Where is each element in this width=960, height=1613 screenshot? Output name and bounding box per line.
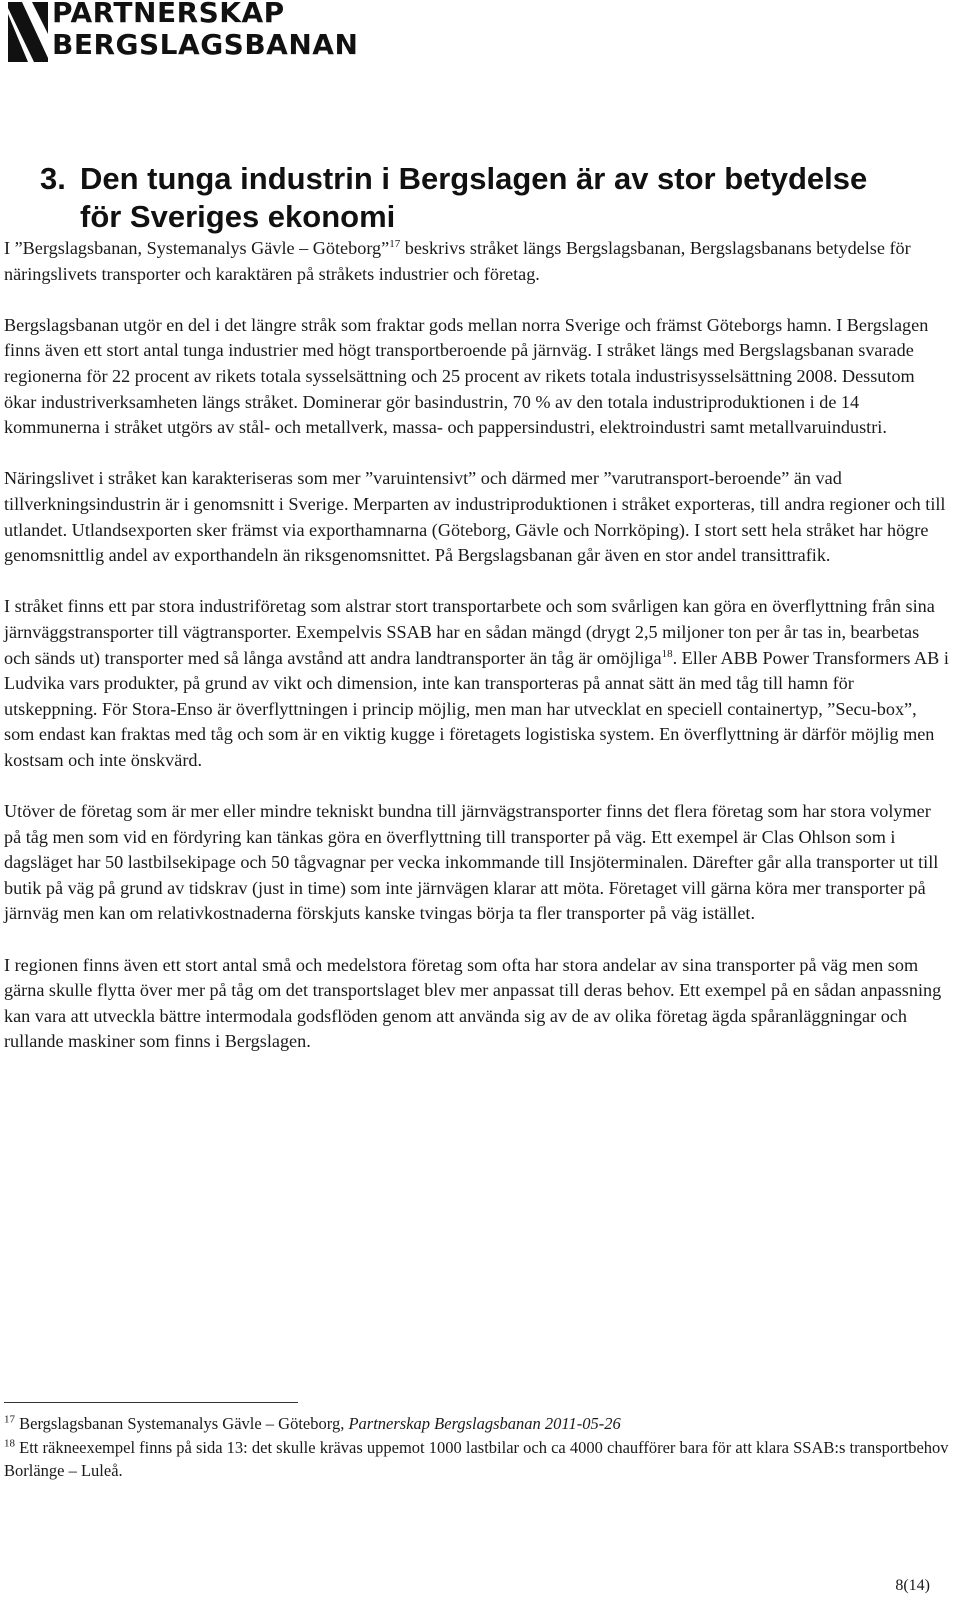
footnote-17-text: Bergslagsbanan Systemanalys Gävle – Göteborg, — [15, 1414, 349, 1433]
paragraph-6: I regionen finns även ett stort antal små och medelstora företag som ofta har stora andelar av sina transporter på väg men som gärna skulle flytta över mer på tåg om det transportslaget blev mer anpassat till deras behov. Ett exempel på en sådan anpassning kan vara att utveckla bättre intermodala godsflöden genom att använda sig av de av olika företag ägda spåranläggningar och rullande maskiner som finns i Bergslagen. — [4, 954, 942, 1052]
paragraph-4-part-a: I stråket finns ett par stora industriföretag som alstrar stort transportarbete och som svårligen kan göra en överflyttning från sina järnväggstransporter till vägtransporter. Exempelvis SSAB har en sådan mängd (drygt 2,5 miljoner ton per år tas in, bearbetas och sänds ut) transporter med så långa avstånd att andra landtransporter än tåg är omöjliga — [4, 596, 935, 668]
page-number: 8(14) — [895, 1577, 930, 1594]
paragraph-1-part-a: I ”Bergslagsbanan, Systemanalys Gävle – Göteborg” — [4, 238, 390, 258]
section-title-line2: för Sveriges ekonomi — [80, 199, 396, 234]
section-number: 3. — [40, 161, 66, 196]
footnotes — [4, 1412, 949, 1483]
footnote-18-number: 18 — [4, 1437, 15, 1449]
paragraph-3: Näringslivet i stråket kan karakteriseras som mer ”varuintensivt” och därmed mer ”varutransport-beroende” än vad tillverkningsindustrin är i genomsnitt i Sverige. Merparten av industriproduktionen i stråket exporteras, till andra regioner och till utlandet. Utlandsexporten sker främst via exporthamnarna (Göteborg, Gävle och Norrköping). I stort sett hela stråket har högre genomsnittlig andel av exporthandeln än riksgenomsnittet. På Bergslagsbanan går även en stor andel transittrafik. — [4, 468, 946, 566]
footnote-ref-18: 18 — [661, 647, 673, 660]
logo-line-2: BERGSLAGSBANAN — [52, 28, 359, 61]
footnote-17-italic: Partnerskap Bergslagsbanan 2011-05-26 — [348, 1414, 621, 1433]
logo-line-1: PARTNERSKAP — [52, 0, 285, 29]
footnote-ref-17: 17 — [389, 237, 401, 250]
body-text — [4, 236, 949, 1081]
paragraph-5: Utöver de företag som är mer eller mindre tekniskt bundna till järnvägstransporter finns det flera företag som har stora volymer på tåg men som vid en fördyring kan tänkas göra en överflyttning till transporter på väg. Ett exempel är Clas Ohlson som i dagsläget har 50 lastbilsekipage och 50 tågvagnar per vecka inkommande till Insjöterminalen. Därefter går alla transporter ut till butik på väg på grund av tidskrav (just in time) som inte järnvägen klarar att möta. Företaget vill gärna köra mer transporter på järnväg men kan om relativkostnaderna förskjuts kanske tvingas börja ta fler transporter på väg istället. — [4, 801, 939, 924]
paragraph-2: Bergslagsbanan utgör en del i det längre stråk som fraktar gods mellan norra Sverige och främst Göteborgs hamn. I Bergslagen finns även ett stort antal tunga industrier med högt transportberoende på järnväg. I stråket längs med Bergslagsbanan svarade regionerna för 22 procent av rikets totala sysselsättning och 25 procent av rikets totala industrisysselsättning 2008. Dessutom ökar industriverksamheten längs stråket. Dominerar gör basindustrin, 70 % av den totala industriproduktionen i de 14 kommunerna i stråket utgörs av stål- och metallverk, massa- och pappersindustri, elektroindustri samt metallvaruindustri. — [4, 314, 929, 438]
footnote-17-number: 17 — [4, 1413, 15, 1426]
footnote-17 — [4, 1412, 949, 1436]
paragraph-4 — [4, 594, 949, 773]
section-heading — [40, 160, 940, 236]
logo-mark-icon — [8, 0, 50, 62]
paragraph-4-part-b: . Eller ABB Power Transformers AB i Ludvika vars produkter, på grund av vikt och dimension, inte kan transporteras på annat sätt än med tåg till hamn för utskeppning. För Stora-Enso är överflyttningen i princip möjlig, men man har utvecklat en speciell containertyp, ”Secu-box”, som endast kan fraktas med tåg och som är en viktig kugge i företagets logistiska system. En överflyttning är därför möjlig men kostsam och inte önskvärd. — [4, 647, 949, 770]
partnerskap-logo — [8, 0, 428, 62]
section-title-line1: Den tunga industrin i Bergslagen är av stor betydelse — [80, 161, 868, 196]
footnote-18-text: Ett räkneexempel finns på sida 13: det skulle krävas uppemot 1000 lastbilar och ca 4000 chaufförer bara för att klara SSAB:s transportbehov Borlänge – Luleå. — [4, 1437, 949, 1480]
paragraph-1-part-b: beskrivs stråket längs Bergslagsbanan, Bergslagsbanans betydelse för näringslivets transporter och karaktären på stråkets industrier och företag. — [4, 238, 911, 284]
paragraph-1 — [4, 236, 949, 287]
footnote-18 — [4, 1436, 949, 1483]
footnote-divider — [4, 1402, 298, 1403]
